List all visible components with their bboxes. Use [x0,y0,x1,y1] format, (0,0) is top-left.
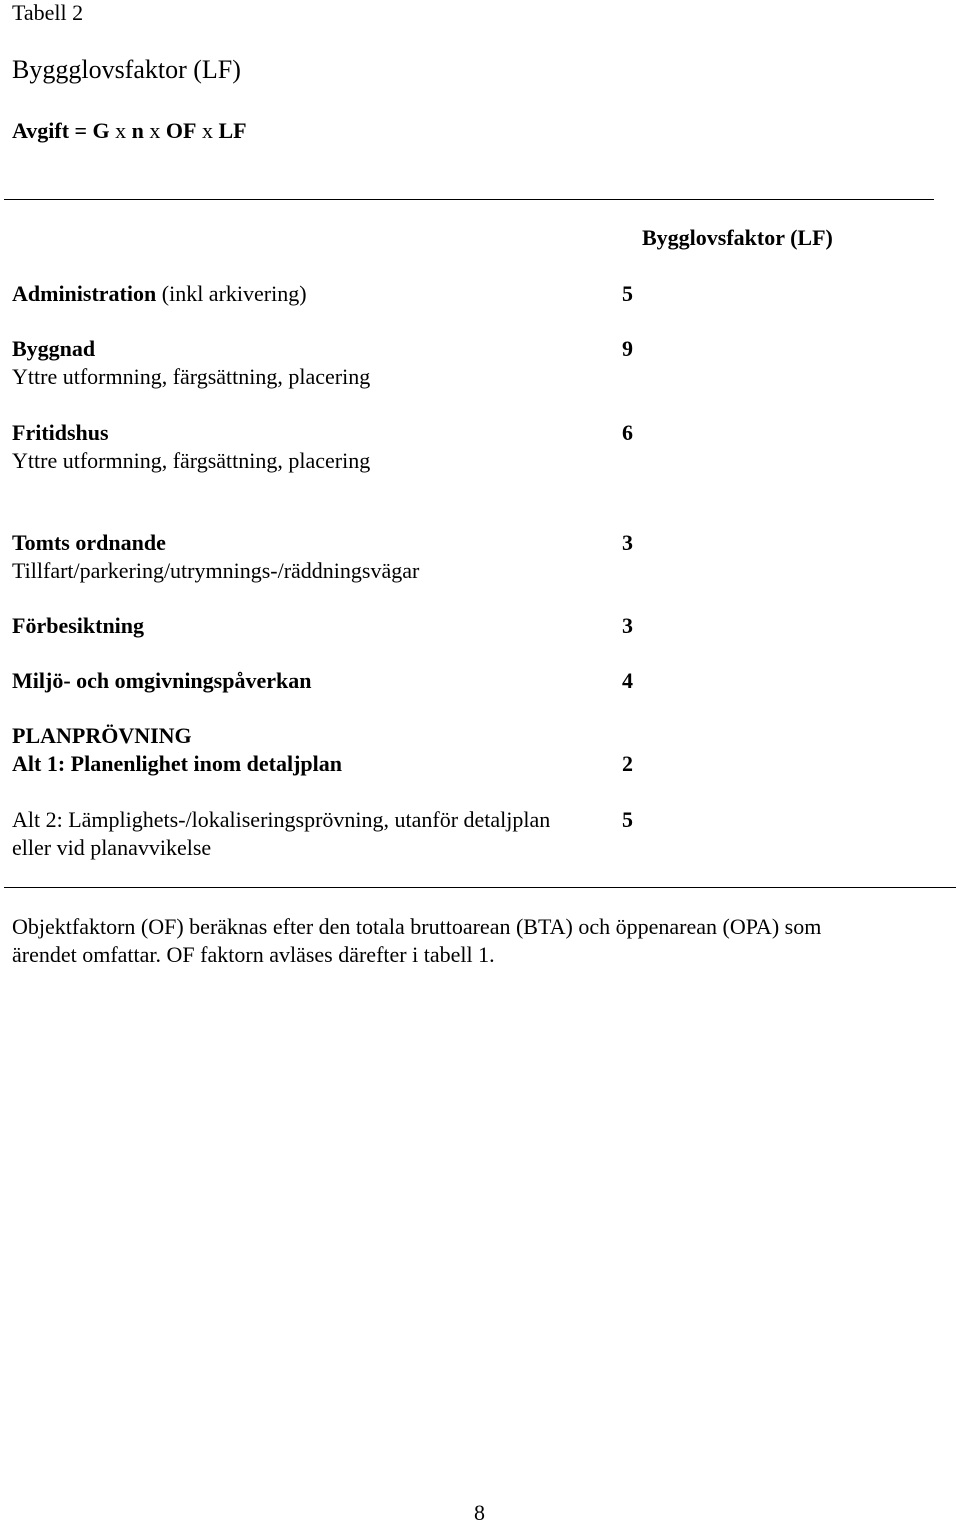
formula-prefix: Avgift = G [12,118,110,143]
formula [12,118,247,144]
heading-text: Byggglovsfaktor (LF) [12,55,241,84]
footnote-line-2: ärendet omfattar. OF faktorn avläses därefter i tabell 1. [12,942,495,967]
footnote-line-1: Objektfaktorn (OF) beräknas efter den totala bruttoarean (BTA) och öppenarean (OPA) som [12,914,822,939]
row-alt2-subtitle: eller vid planavvikelse [12,835,212,860]
row-administration-title [12,281,307,307]
row-planprovning-subtitle: Alt 1: Planenlighet inom detaljplan [12,751,343,776]
page-number: 8 [474,1500,485,1525]
row-alt2-value: 5 [622,807,633,832]
row-planprovning-title: PLANPRÖVNING [12,723,192,748]
row-fritidshus-title: Fritidshus [12,420,109,445]
row-planprovning-value: 2 [622,751,633,776]
row-forbesiktning-value: 3 [622,613,633,638]
row-byggnad-subtitle: Yttre utformning, färgsättning, placering [12,364,371,389]
row-tomts-value: 3 [622,530,633,555]
row-miljo-value: 4 [622,668,633,693]
row-byggnad-value: 9 [622,336,633,361]
formula-lf: LF [218,118,247,143]
top-rule [4,199,934,200]
row-fritidshus-subtitle: Yttre utformning, färgsättning, placering [12,448,371,473]
row-byggnad-title: Byggnad [12,336,96,361]
row-administration-value: 5 [622,281,633,306]
formula-of: OF [165,118,197,143]
page-title [12,55,241,85]
row-fritidshus-value: 6 [622,420,633,445]
table-label: Tabell 2 [12,0,84,25]
row-miljo-title: Miljö- och omgivningspåverkan [12,668,312,693]
row-alt2-title: Alt 2: Lämplighets-/lokaliseringsprövning, utanför detaljplan [12,807,551,832]
row-administration-label: Administration [12,281,157,306]
formula-x1: x [115,118,127,143]
bottom-rule [4,887,956,888]
row-tomts-subtitle: Tillfart/parkering/utrymnings-/räddningsvägar [12,558,420,583]
formula-x3: x [201,118,213,143]
formula-n: n [131,118,144,143]
row-tomts-title: Tomts ordnande [12,530,166,555]
row-administration-label-rest: (inkl arkivering) [156,281,307,306]
column-header: Bygglovsfaktor (LF) [642,225,833,250]
row-forbesiktning-title: Förbesiktning [12,613,145,638]
formula-x2: x [149,118,161,143]
